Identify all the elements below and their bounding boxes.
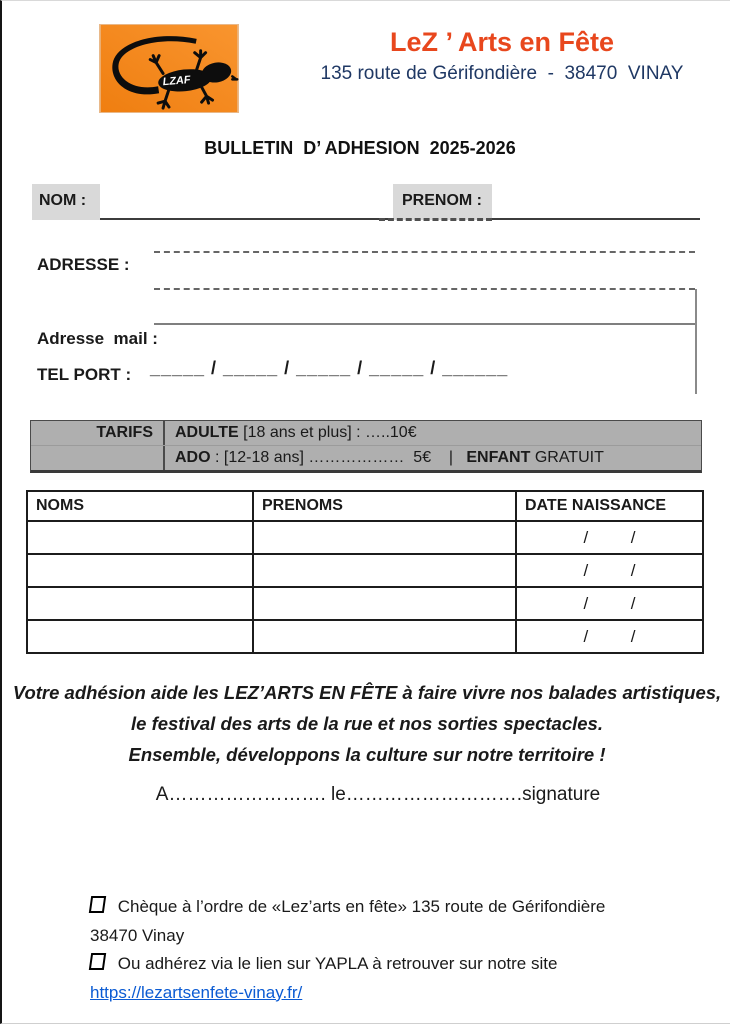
nom-cell[interactable]: [27, 620, 253, 653]
date-cell[interactable]: / /: [516, 587, 703, 620]
tarifs-label: TARIFS: [31, 421, 165, 445]
payment-option-online: [90, 950, 650, 979]
mission-line-2: le festival des arts de la rue et nos sorties spectacles.: [131, 713, 603, 734]
association-address: 135 route de Gérifondière - 38470 VINAY: [320, 63, 684, 84]
prenom-cell[interactable]: [253, 587, 516, 620]
nom-input-line[interactable]: [100, 218, 396, 220]
adresse-input-line-1[interactable]: [154, 251, 695, 253]
adresse-label: ADRESSE :: [37, 255, 130, 274]
email-label: Adresse mail :: [37, 329, 158, 348]
telephone-label: TEL PORT :: [37, 365, 132, 384]
adresse-input-line-3[interactable]: [154, 323, 695, 325]
mission-line-3: Ensemble, développons la culture sur notre territoire !: [128, 744, 606, 765]
members-table-header-row: [27, 491, 703, 521]
table-row: [27, 620, 703, 653]
mission-line-1: Votre adhésion aide les LEZ’ARTS EN FÊTE à faire vivre nos balades artistiques,: [12, 682, 722, 703]
table-row: [27, 587, 703, 620]
lizard-logo-icon: [99, 24, 239, 113]
place-date-signature-line[interactable]: A……………………. le……………………….signature: [155, 784, 601, 805]
payment-options: [90, 893, 650, 1007]
online-text: Ou adhérez via le lien sur YAPLA à retrouver sur notre site: [113, 954, 558, 973]
prenom-label: PRENOM :: [393, 184, 492, 220]
prenom-cell[interactable]: [253, 620, 516, 653]
date-cell[interactable]: / /: [516, 521, 703, 554]
textbox-right-border: [695, 289, 697, 394]
nom-cell[interactable]: [27, 554, 253, 587]
prenom-cell[interactable]: [253, 554, 516, 587]
form-title: BULLETIN D’ ADHESION 2025-2026: [204, 138, 516, 158]
association-name: LeZ ’ Arts en Fête: [389, 27, 615, 57]
header-date-naissance: DATE NAISSANCE: [516, 491, 703, 521]
tarifs-ado-enfant-price: ADO : [12-18 ans] ……………… 5€ | ENFANT GRATUIT: [175, 449, 604, 466]
prenom-input-line[interactable]: [492, 218, 700, 220]
telephone-input-line[interactable]: _____ / _____ / _____ / _____ / ______: [150, 358, 509, 378]
cheque-text-line-2: 38470 Vinay: [90, 925, 185, 945]
table-row: [27, 554, 703, 587]
cheque-text-line-1: Chèque à l’ordre de «Lez’arts en fête» 135 route de Gérifondière: [113, 897, 606, 916]
header-prenoms: PRENOMS: [253, 491, 516, 521]
tarifs-adulte-price: ADULTE [18 ans et plus] : …..10€: [175, 424, 417, 441]
mission-statement: [2, 677, 730, 770]
prenom-cell[interactable]: [253, 521, 516, 554]
nom-cell[interactable]: [27, 521, 253, 554]
tarifs-table: [30, 420, 702, 473]
date-cell[interactable]: / /: [516, 620, 703, 653]
tarifs-label-empty: [31, 446, 165, 470]
table-row: [27, 521, 703, 554]
adresse-input-line-2[interactable]: [154, 288, 695, 290]
logo-text: LZAF: [162, 73, 191, 89]
website-link[interactable]: https://lezartsenfete-vinay.fr/: [90, 982, 303, 1002]
tarifs-row-ado-enfant: [31, 446, 701, 470]
prenom-dashed-line: [379, 218, 492, 221]
payment-option-cheque: [90, 893, 650, 922]
cheque-checkbox[interactable]: [89, 896, 106, 913]
members-table: [26, 490, 704, 654]
date-cell[interactable]: / /: [516, 554, 703, 587]
nom-cell[interactable]: [27, 587, 253, 620]
tarifs-row-adulte: [31, 421, 701, 446]
online-checkbox[interactable]: [89, 953, 106, 970]
nom-label: NOM :: [32, 184, 100, 220]
header-noms: NOMS: [27, 491, 253, 521]
